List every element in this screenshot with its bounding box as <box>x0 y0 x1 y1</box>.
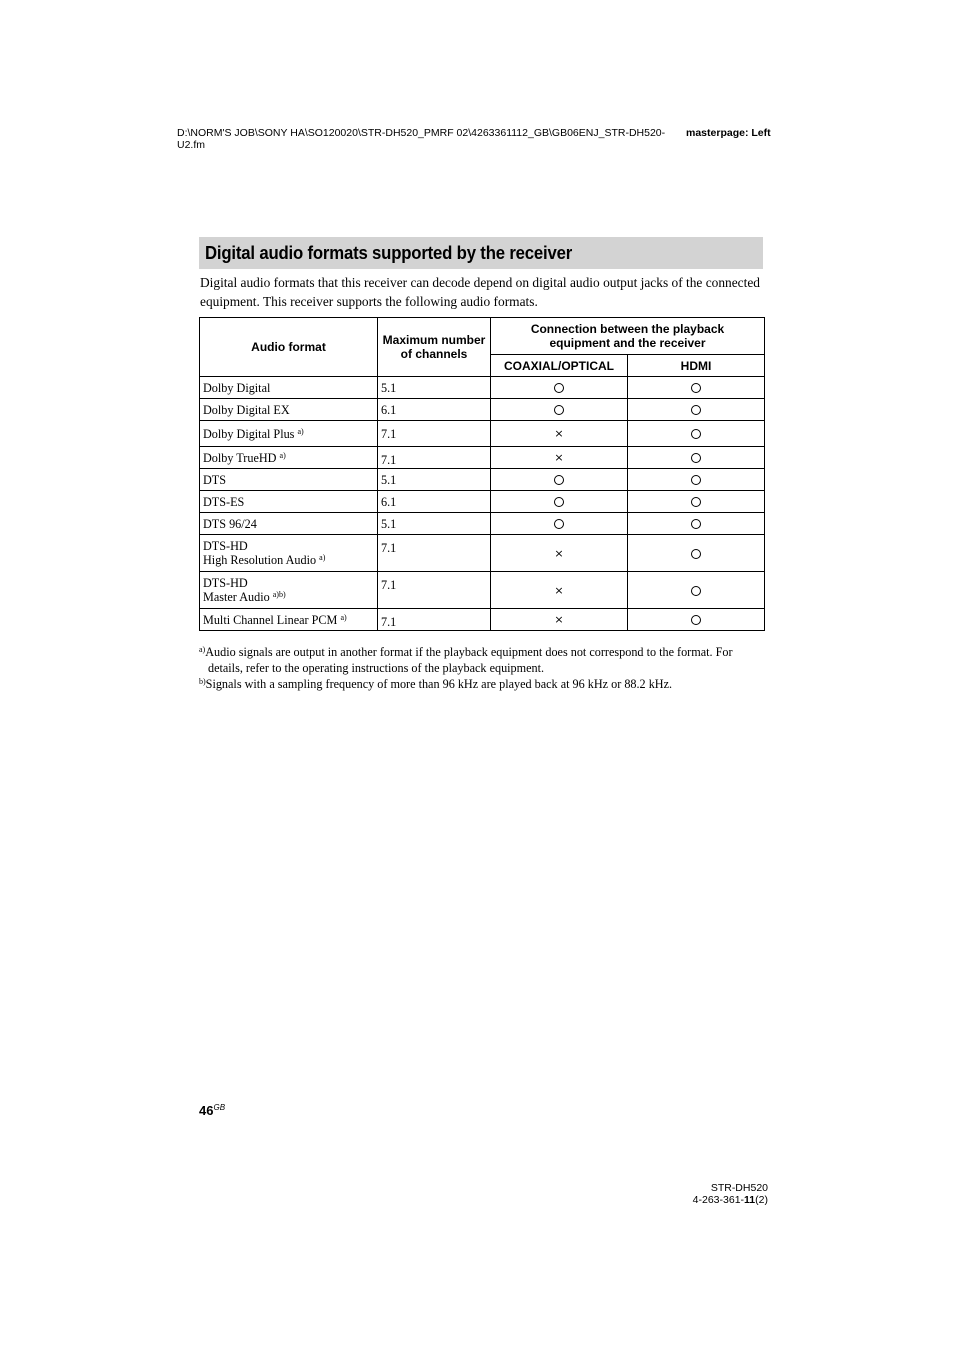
footer-code <box>600 1194 768 1206</box>
header-coaxial-optical: COAXIAL/OPTICAL <box>491 355 628 377</box>
table-row <box>200 609 765 631</box>
header-connection-line1: Connection between the playback <box>530 322 725 336</box>
circle-icon <box>554 405 564 415</box>
circle-icon <box>691 519 701 529</box>
channels-cell: 6.1 <box>378 491 491 513</box>
hdmi-support-cell <box>628 421 765 447</box>
page-number <box>199 1103 225 1118</box>
footnote-mark: b) <box>199 677 206 686</box>
footer-code-bold: 11 <box>744 1194 756 1206</box>
circle-icon <box>554 475 564 485</box>
page-number-value: 46 <box>199 1103 214 1118</box>
format-name: DTS-ES <box>203 494 245 509</box>
hdmi-support-cell <box>628 609 765 631</box>
coaxial-support-cell <box>491 399 628 421</box>
format-cell <box>200 469 378 491</box>
format-name: Dolby TrueHD <box>203 450 277 465</box>
footnote-text: Signals with a sampling frequency of more than 96 kHz are played back at 96 kHz or 88.2 kHz. <box>205 677 673 691</box>
channels-cell: 6.1 <box>378 399 491 421</box>
footnotes <box>199 644 764 692</box>
table-row <box>200 377 765 399</box>
circle-icon <box>691 549 701 559</box>
format-cell <box>200 377 378 399</box>
format-cell <box>200 609 378 631</box>
audio-formats-table <box>199 317 765 631</box>
format-name: DTS 96/24 <box>203 516 257 531</box>
cross-icon: × <box>554 546 564 560</box>
cross-icon: × <box>554 427 564 440</box>
format-name: DTS-HD <box>203 539 248 553</box>
hdmi-support-cell <box>628 447 765 469</box>
circle-icon <box>691 405 701 415</box>
format-cell <box>200 399 378 421</box>
footnote-a <box>199 644 764 676</box>
circle-icon <box>691 497 701 507</box>
format-note-mark: a) <box>297 426 304 436</box>
circle-icon <box>691 615 701 625</box>
cross-icon: × <box>554 613 564 626</box>
hdmi-support-cell <box>628 491 765 513</box>
hdmi-support-cell <box>628 399 765 421</box>
header-audio-format: Audio format <box>200 318 378 377</box>
table-row <box>200 421 765 447</box>
header-max-channels-line2: of channels <box>400 347 468 361</box>
coaxial-support-cell <box>491 491 628 513</box>
cross-icon: × <box>554 451 564 464</box>
table-row <box>200 513 765 535</box>
circle-icon <box>554 497 564 507</box>
header-connection-line2: equipment and the receiver <box>549 336 706 350</box>
header-max-channels <box>378 318 491 377</box>
table-row <box>200 572 765 609</box>
cross-icon: × <box>554 583 564 597</box>
coaxial-support-cell <box>491 535 628 572</box>
coaxial-support-cell <box>491 513 628 535</box>
circle-icon <box>691 429 701 439</box>
intro-paragraph: Digital audio formats that this receiver can decode depend on digital audio output jacks of the connected equipment. This receiver supports the following audio formats. <box>200 275 760 309</box>
format-name: Dolby Digital <box>203 380 271 395</box>
circle-icon <box>691 383 701 393</box>
format-name: Dolby Digital EX <box>203 402 290 417</box>
format-note-mark: a) <box>319 553 326 562</box>
channels-cell: 7.1 <box>378 421 491 447</box>
format-note-mark: a) <box>340 612 347 622</box>
coaxial-support-cell <box>491 609 628 631</box>
hdmi-support-cell <box>628 572 765 609</box>
masterpage-label: masterpage: Left <box>686 127 771 139</box>
format-name-line2: Master Audio <box>203 590 270 604</box>
file-path-header: D:\NORM'S JOB\SONY HA\SO120020\STR-DH520_PMRF 02\4263361112_GB\GB06ENJ_STR-DH520-U2.fm <box>177 127 666 151</box>
format-cell <box>200 572 378 609</box>
header-hdmi: HDMI <box>628 355 765 377</box>
format-name: DTS <box>203 472 227 487</box>
circle-icon <box>691 475 701 485</box>
format-name: Multi Channel Linear PCM <box>203 612 338 627</box>
hdmi-support-cell <box>628 469 765 491</box>
channels-cell: 5.1 <box>378 377 491 399</box>
format-cell <box>200 421 378 447</box>
footer-code-prefix: 4-263-361- <box>692 1194 745 1206</box>
channels-cell: 7.1 <box>378 572 491 609</box>
table-row <box>200 491 765 513</box>
header-max-channels-line1: Maximum number <box>382 333 486 347</box>
channels-cell: 5.1 <box>378 469 491 491</box>
channels-cell: 7.1 <box>378 609 491 631</box>
format-name: Dolby Digital Plus <box>203 426 295 441</box>
circle-icon <box>691 453 701 463</box>
format-name-line2: High Resolution Audio <box>203 553 317 567</box>
format-note-mark: a)b) <box>272 590 286 599</box>
coaxial-support-cell <box>491 572 628 609</box>
coaxial-support-cell <box>491 469 628 491</box>
footnote-text: Audio signals are output in another format if the playback equipment does not correspond to the format. For details, refer to the operating instructions of the playback equipment. <box>205 645 733 675</box>
channels-cell: 7.1 <box>378 447 491 469</box>
coaxial-support-cell <box>491 377 628 399</box>
format-cell <box>200 535 378 572</box>
coaxial-support-cell <box>491 447 628 469</box>
footer-model: STR-DH520 <box>710 1182 768 1194</box>
footnote-mark: a) <box>199 645 206 654</box>
circle-icon <box>554 383 564 393</box>
footer-code-suffix: (2) <box>755 1194 768 1206</box>
section-heading-bar <box>199 237 763 269</box>
model-footer <box>600 1182 768 1206</box>
format-name: DTS-HD <box>203 576 248 590</box>
channels-cell: 7.1 <box>378 535 491 572</box>
table-row <box>200 399 765 421</box>
hdmi-support-cell <box>628 513 765 535</box>
circle-icon <box>554 519 564 529</box>
channels-cell: 5.1 <box>378 513 491 535</box>
section-title: Digital audio formats supported by the receiver <box>205 242 573 263</box>
format-cell <box>200 491 378 513</box>
table-row <box>200 447 765 469</box>
page-number-suffix: GB <box>213 1103 226 1112</box>
table-row <box>200 469 765 491</box>
format-note-mark: a) <box>279 450 286 460</box>
header-connection <box>491 318 765 355</box>
format-cell <box>200 513 378 535</box>
footnote-b <box>199 676 764 692</box>
coaxial-support-cell <box>491 421 628 447</box>
format-cell <box>200 447 378 469</box>
table-row <box>200 535 765 572</box>
circle-icon <box>691 586 701 596</box>
hdmi-support-cell <box>628 535 765 572</box>
hdmi-support-cell <box>628 377 765 399</box>
